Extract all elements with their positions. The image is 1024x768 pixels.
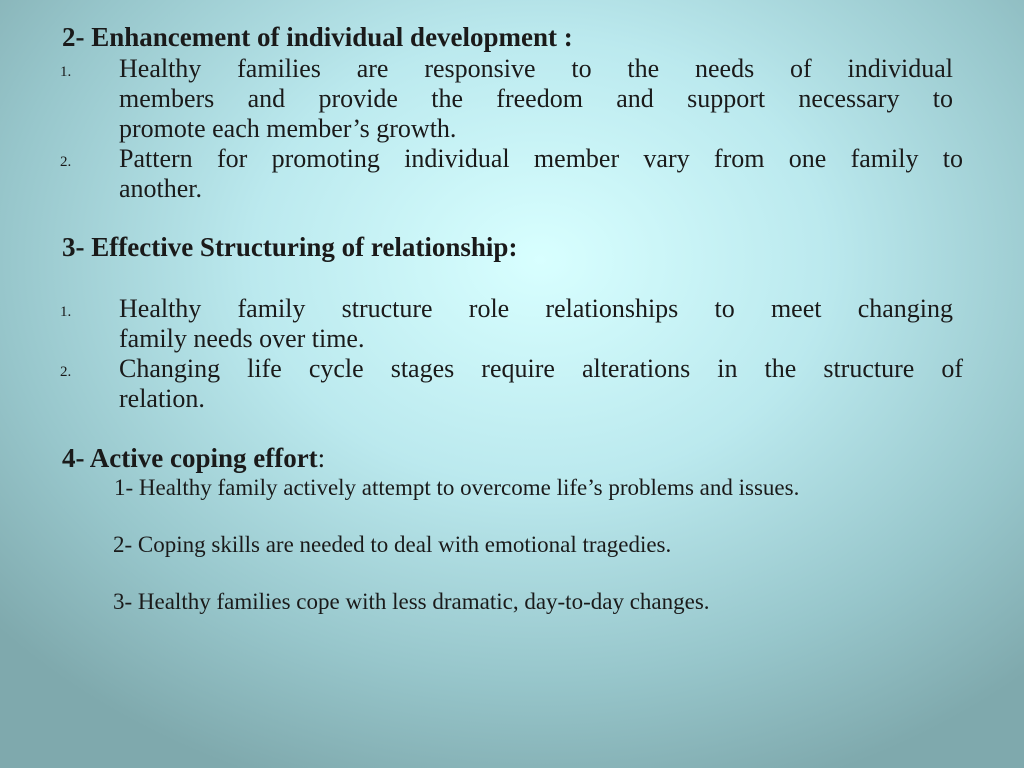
section-2-item-1-line-2: members and provide the freedom and support necessary to [119,84,953,113]
section-2-item-1-line-1: Healthy families are responsive to the needs of individual [119,54,953,83]
section-4-item-2: 2- Coping skills are needed to deal with emotional tragedies. [113,532,672,557]
section-4-item-3: 3- Healthy families cope with less dramatic, day-to-day changes. [113,589,710,614]
section-3-item-2-number: 2. [60,364,72,380]
section-3-item-2-line-1: Changing life cycle stages require alterations in the structure of [119,354,963,383]
section-3-item-1-line-1: Healthy family structure role relationships to meet changing [119,294,953,323]
section-3-item-1-number: 1. [60,304,72,320]
section-2-item-2-line-2: another. [119,174,203,203]
section-3-item-1-line-2: family needs over time. [119,324,365,353]
section-3-item-2 [119,354,963,414]
section-2-item-1-number: 1. [60,64,72,80]
section-4-heading [62,443,325,474]
section-4-heading-text: 4- Active coping effort [62,443,318,473]
section-3-item-1 [119,294,953,354]
section-2-item-1-line-3: promote each member’s growth. [119,114,457,143]
section-2-item-2-number: 2. [60,154,72,170]
section-4-heading-colon: : [317,443,326,473]
section-3-item-2-line-2: relation. [119,384,205,413]
section-4-item-1: 1- Healthy family actively attempt to overcome life’s problems and issues. [114,475,800,500]
section-2-item-2 [119,144,963,204]
section-2-item-1 [119,54,953,144]
section-3-heading: 3- Effective Structuring of relationship: [62,232,518,262]
section-2-item-2-line-1: Pattern for promoting individual member vary from one family to [119,144,963,173]
section-2-heading: 2- Enhancement of individual development : [62,22,573,52]
